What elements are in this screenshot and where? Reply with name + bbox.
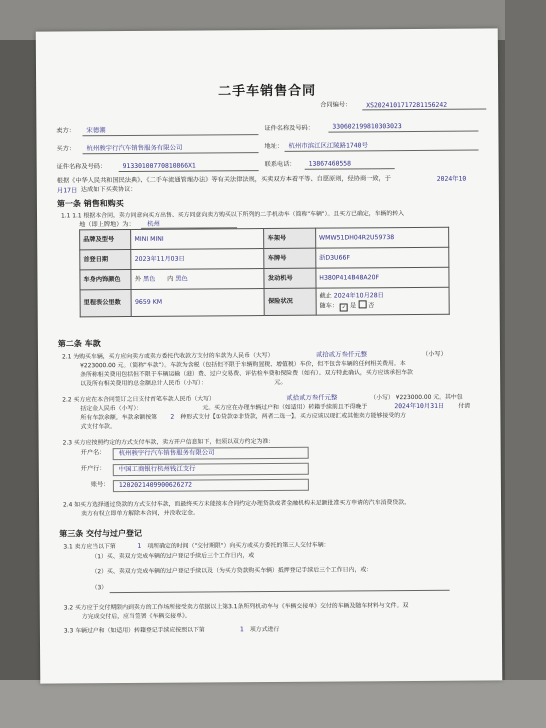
clause-2-1-yuan: 元。 <box>274 378 287 386</box>
seller-label: 卖方： <box>56 127 76 135</box>
price-small-label: （小写） <box>421 350 447 358</box>
clause-1-1-line-1: 1.1 1.1 根据本合同，卖方同意向买方出售、买方同意向卖方购买以下所列的二手机动车（简称"车辆"）。且买方已确定，车辆的转入 <box>60 211 405 220</box>
bank-label: 开户行： <box>80 465 106 473</box>
preamble-date-1: 2024年10 <box>436 174 467 183</box>
vehicle-table <box>79 227 450 318</box>
clause-3-3-line-1: 3.3 车辆过户和（如适用）转籍登记手续应按照以下第 <box>63 627 205 635</box>
buyer-underline <box>83 152 259 154</box>
clause-2-1-line-4: 以及所有相关费用的总金额总计人民币（小写）： <box>80 380 207 388</box>
buyer-address: 杭州市滨江区江陵路1740号 <box>288 141 368 150</box>
insurance-deadline-label: 截止 <box>319 292 332 300</box>
contract-no-label: 合同编号： <box>320 101 352 109</box>
mileage-label: 里程表公里数 <box>80 289 132 316</box>
clause-2-2-line-4: 式支付车款。 <box>80 424 116 431</box>
ext-value: 黑色 <box>142 275 156 283</box>
table-row <box>80 267 449 290</box>
seller-underline <box>82 134 258 136</box>
option-3-underline <box>110 590 450 593</box>
color-value <box>131 269 264 290</box>
buyer-label: 买方： <box>56 145 76 153</box>
contract-no-underline <box>362 108 486 110</box>
table-row <box>80 287 449 317</box>
balance-deadline: 2024年10月31日 <box>394 401 445 411</box>
contract-title: 二手车销售合同 <box>218 83 317 100</box>
preamble-date-2: 月17日 <box>56 186 78 195</box>
bank-name: 中国工商银行杭州钱江支行 <box>118 464 196 474</box>
plate-value: 浙D3U66F <box>316 247 449 268</box>
first-payment-capital: 贰拾贰万叁仟元整 <box>286 393 338 402</box>
clause-3-1-option-2: （2）买、卖双方完成车辆的过户登记手续以及（为买方贷款购买车辆）抵押登记手续后三个工作日内，或： <box>91 567 373 576</box>
clause-2-2-paid: 付清 <box>458 403 471 410</box>
first-payment-small: （小写） ¥223000.00 元。其中包 <box>370 394 463 402</box>
buyer-phone: 13867460558 <box>308 159 352 168</box>
price-capital: 贰拾贰万叁仟元整 <box>315 350 368 359</box>
brand-value: MINI MINI <box>131 229 264 250</box>
account-name-label: 开户名： <box>80 449 106 457</box>
int-label: 内 <box>167 275 174 283</box>
background-right <box>505 0 546 728</box>
insurance-date: 2024年10月28日 <box>333 291 384 300</box>
with-car-label: 随车： <box>319 302 339 310</box>
clause-2-2-line-2b: 元。买方应在办理车辆过户和（如适用）转籍手续前且不得晚于 <box>202 404 368 412</box>
buyer-name: 杭州骏宇行汽车销售服务有限公司 <box>86 143 183 153</box>
no-checkbox[interactable] <box>358 300 366 308</box>
first-reg-value: 2023年11月03日 <box>131 249 264 270</box>
account-name: 杭州骏宇行汽车销售服务有限公司 <box>118 448 215 458</box>
insurance-label: 保险状况 <box>265 288 317 315</box>
account-number: 1202021409900626272 <box>118 480 193 490</box>
ext-label: 外 <box>134 275 142 283</box>
address-label: 地址： <box>264 142 284 151</box>
yes-label: 是 <box>349 301 357 309</box>
background-bottom <box>0 680 546 728</box>
clause-1-1-line-2: 地（即上牌地）为： <box>79 220 135 229</box>
vin-label: 车架号 <box>264 228 315 248</box>
section-3-heading: 第三条 交付与过户登记 <box>59 528 143 539</box>
payment-form-number: 2 <box>170 412 175 421</box>
seller-id-label: 证件名称及号码： <box>264 124 314 133</box>
preamble-line-1: 根据《中华人民共和国民法典》、《二手车流通管理办法》等有关法律法规，买卖双方本着平等、自愿原则，经协商一致，于 <box>56 175 391 185</box>
vin-value: WMW51DH04R2U59738 <box>315 227 448 248</box>
clause-2-3-line-1: 2.3 买方应按照约定的方式支付车款，卖方开户信息如下，但须以双方约定为准： <box>62 438 275 447</box>
clause-2-1-line-3: 条所称相关费用包括但不限于车辆运输（港）费、过户交易费、评估检车费和保险费（如有）。双方特此确认，买方应该承担车款 <box>80 369 413 379</box>
table-row <box>80 247 449 270</box>
contract-paper <box>36 28 503 683</box>
phone-label: 联系电话： <box>264 160 296 169</box>
clause-3-1-line-1: 3.1 卖方应当以下第 <box>63 544 116 551</box>
mileage-value: 9659 KM <box>131 289 264 317</box>
contract-no: XS202410171728115624​2 <box>366 100 448 110</box>
phone-underline <box>305 168 395 170</box>
int-value: 黑色 <box>175 275 188 283</box>
clause-2-2-line-1: 2.2 买方应在本合同签订之日支付首笔车款人民币（大写） <box>62 396 215 404</box>
seller-name: 宋德潮 <box>86 126 106 135</box>
clause-2-1-line-1: 2.1 为购买车辆，买方应向卖方或卖方委托代收款方支付的车款为人民币（大写） <box>61 352 274 361</box>
clause-3-1-option-3: （3） <box>91 585 108 592</box>
engine-label: 发动机号 <box>264 268 315 288</box>
account-number-label: 账号： <box>90 481 110 489</box>
preamble-line-2: 达成如下买卖协议： <box>80 185 137 194</box>
clause-2-2-line-3b: 种形式支付【①贷款②非贷款，两者二选一】。买方应该以现汇或其他卖方能够接受的方 <box>180 413 407 421</box>
buyer-cert-id: 91330100770810866X1 <box>122 161 196 171</box>
delivery-option-number: 1 <box>137 541 142 550</box>
transfer-option-number: 1 <box>239 625 244 634</box>
color-label: 车身内饰颜色 <box>80 269 131 289</box>
section-2-heading: 第二条 车款 <box>57 339 101 349</box>
clause-3-2-line-1: 3.2 买方应于交付期限内到卖方的工作场所接受卖方依据以上第3.1条所列机动车与《车辆交接单》交付的车辆及随车材料与文件。双 <box>63 603 409 612</box>
clause-3-3-line-1b: 项方式进行 <box>249 626 280 634</box>
registration-city: 杭州 <box>147 219 160 228</box>
address-underline <box>285 150 479 152</box>
clause-2-1-line-2: ¥223000.00 元。（简称"车款"）。车款为含税（包括但不限于车辆购置税、增值税）车价，但不包含车辆的任何相关费用。本 <box>80 361 406 370</box>
clause-3-2-line-2: 方完成交付后，应当签署《车辆交接单》。 <box>81 613 191 621</box>
brand-label: 品牌及型号 <box>80 229 131 249</box>
seller-id: 330602199810303023 <box>332 122 402 131</box>
clause-2-2-line-3: 所有车款余额。车款余额按第 <box>80 414 158 422</box>
seller-id-underline <box>328 131 478 133</box>
section-1-heading: 第一条 销售和购买 <box>56 199 124 209</box>
engine-value: H380P414B48A20F <box>316 267 449 288</box>
table-row <box>80 227 449 250</box>
plate-label: 车牌号 <box>264 248 315 268</box>
clause-2-2-line-2: 括定金人民币（小写）： <box>80 405 143 413</box>
buyer-cert-underline <box>119 170 259 172</box>
no-label: 否 <box>368 301 375 309</box>
first-reg-label: 首登日期 <box>80 249 131 269</box>
buyer-cert-label: 证件名称及号码： <box>56 163 107 171</box>
clause-2-4-line-1: 2.4 如买方选择通过贷款的方式支付车款，而最终买方未能按本合同约定办理贷款或者金融机构未足额批准买方申请的汽车消费贷款， <box>63 500 411 509</box>
clause-2-4-line-2: 卖方有权立即单方解除本合同，并没收定金。 <box>81 510 199 518</box>
clause-3-1-line-1b: 项所确定的时间（"交付期限"）向买方或买方委托的第三人交付车辆： <box>147 542 330 550</box>
insurance-value <box>316 287 449 315</box>
clause-3-1-option-1: （1）买、卖双方完成车辆的过户登记手续后三个工作日内，或 <box>91 553 255 561</box>
yes-checkbox[interactable]: ✓ <box>341 303 347 310</box>
